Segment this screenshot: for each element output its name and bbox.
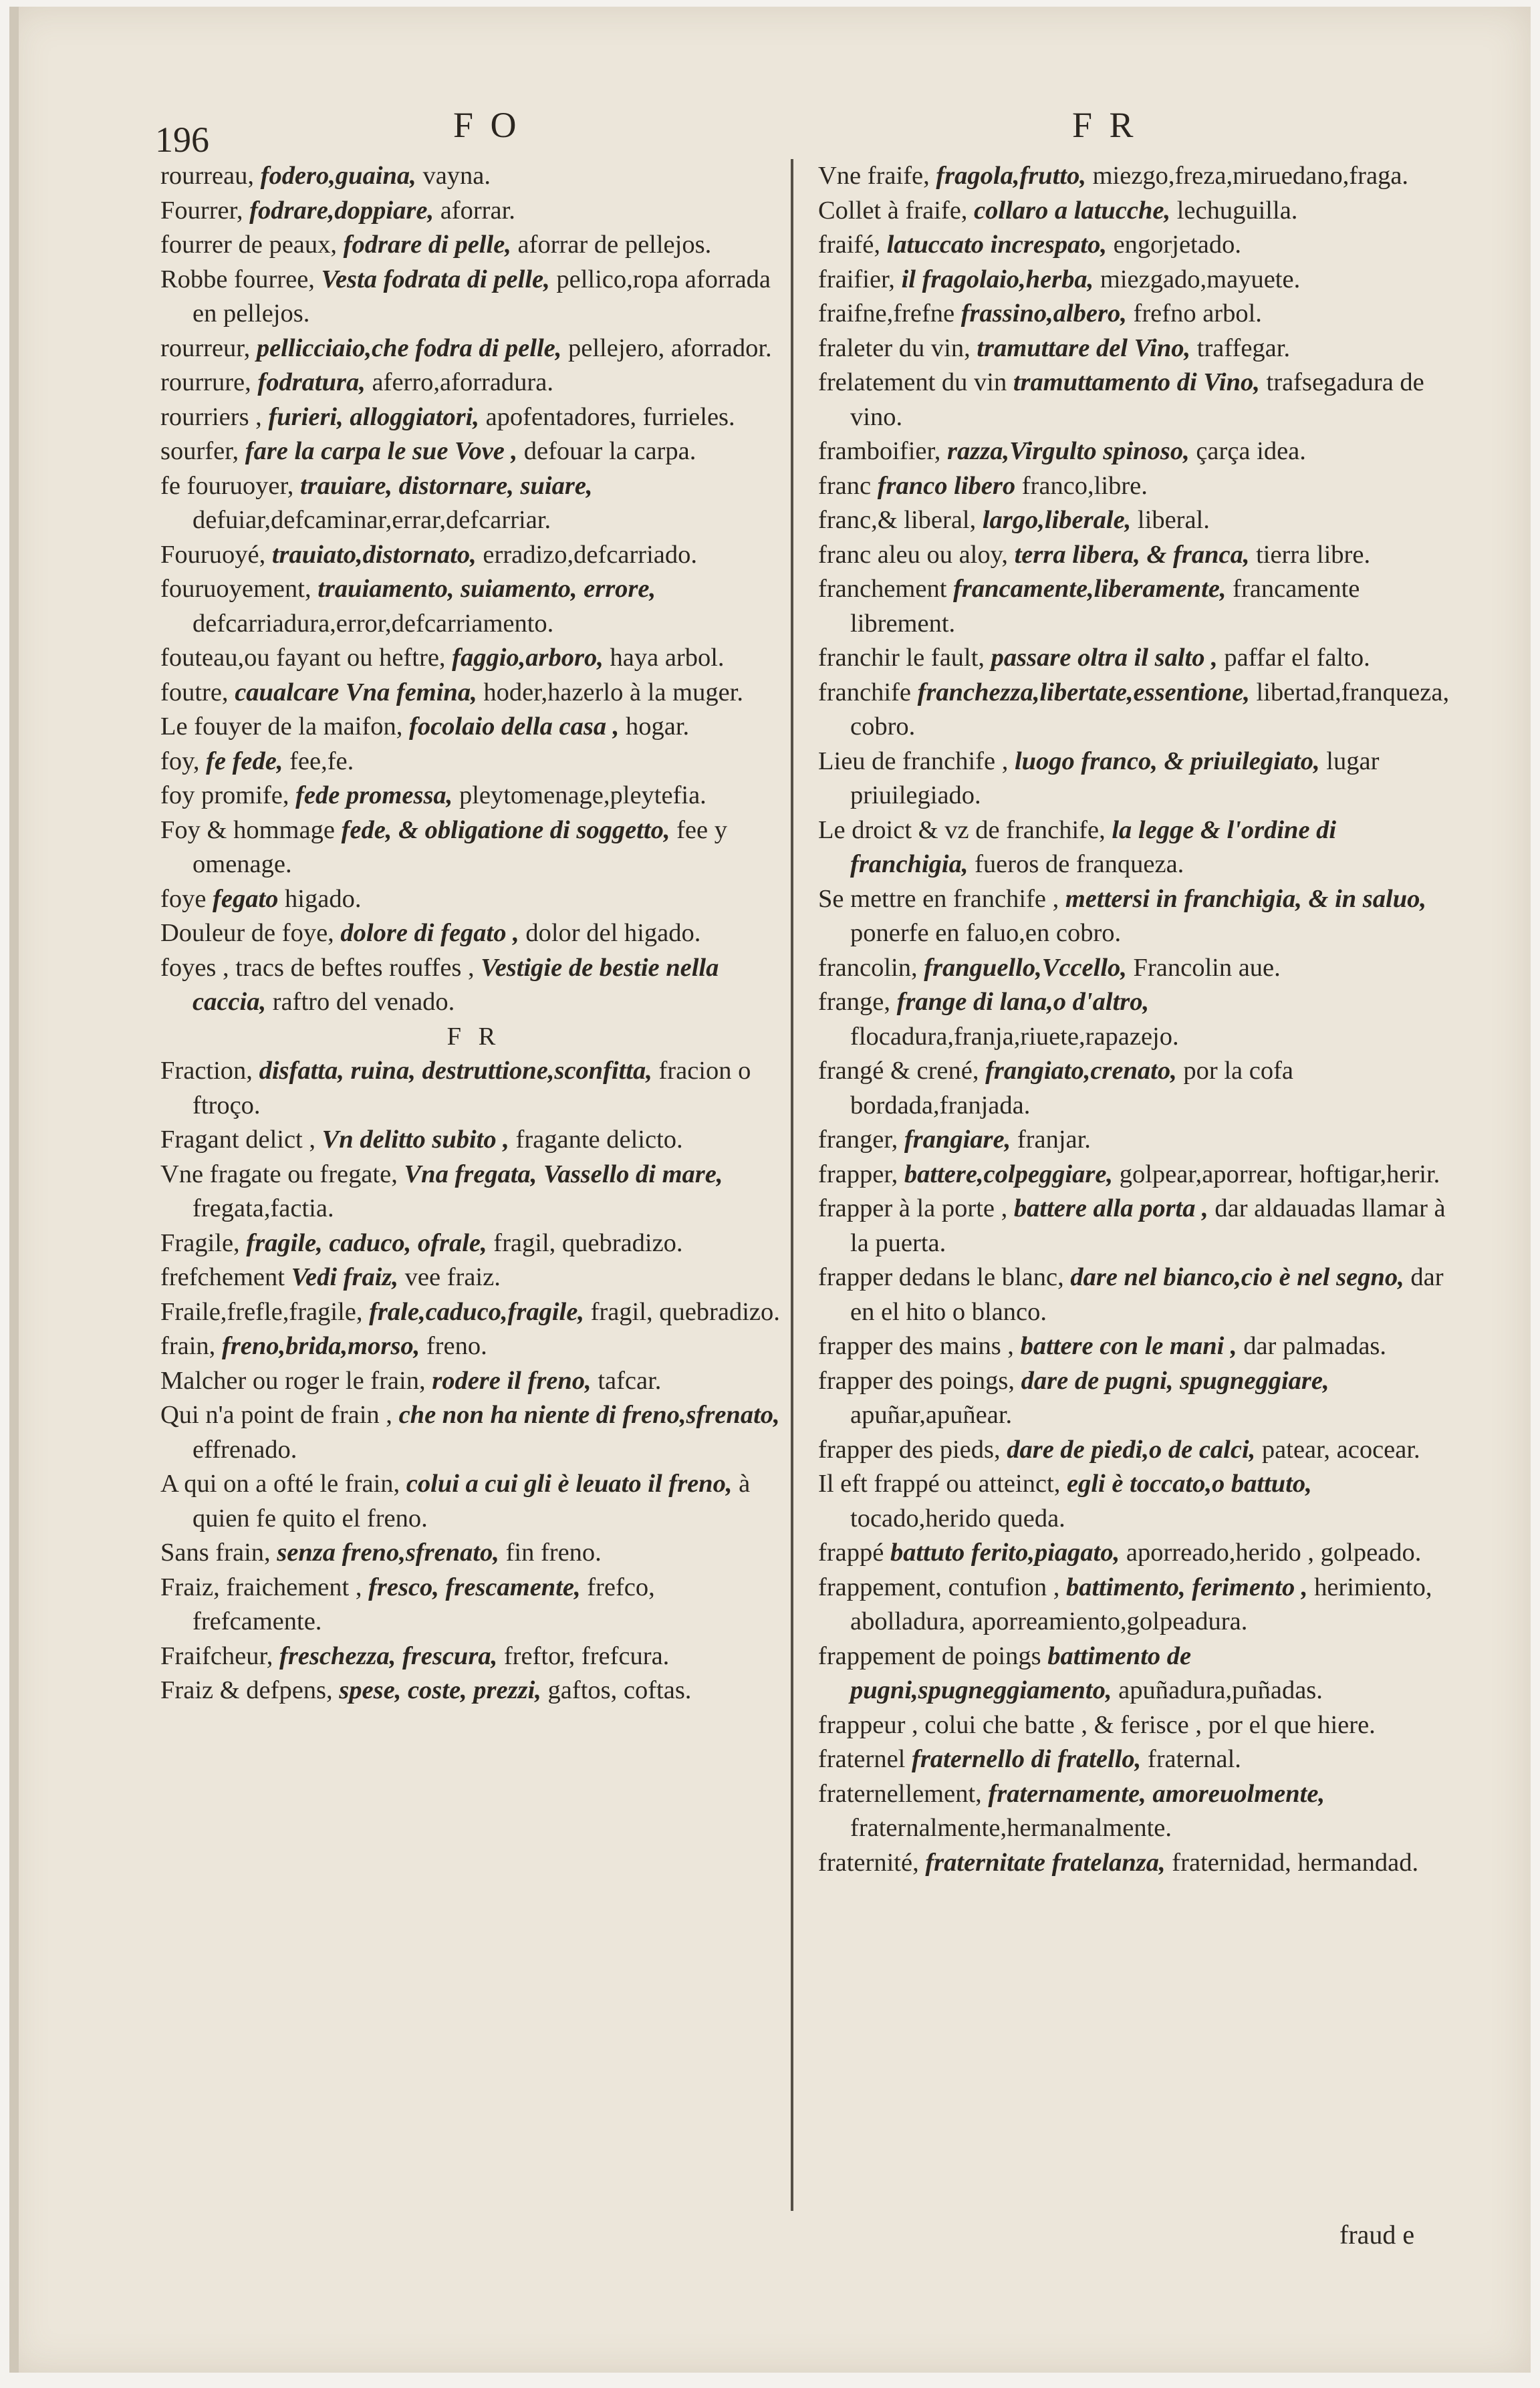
italian-gloss: fraternamente, amoreuolmente, bbox=[988, 1779, 1325, 1808]
italian-gloss: Vedi fraiz, bbox=[291, 1263, 399, 1291]
italian-gloss: fodrare di pelle, bbox=[343, 231, 511, 259]
italian-gloss: dare de piedi,o de calci, bbox=[1007, 1435, 1256, 1464]
headword: Foy & hommage bbox=[160, 815, 335, 844]
headword: A qui on a ofté le frain, bbox=[160, 1470, 400, 1498]
headword: frangé & crené, bbox=[818, 1057, 979, 1085]
headword: Lieu de franchife , bbox=[818, 747, 1009, 775]
dictionary-entry bbox=[160, 1158, 787, 1226]
dictionary-entry bbox=[160, 1329, 787, 1364]
dictionary-entry bbox=[818, 1777, 1457, 1846]
italian-gloss: dolore di fegato , bbox=[340, 919, 519, 947]
spanish-gloss: engorjetado. bbox=[1113, 231, 1241, 259]
headword: frapper des mains , bbox=[818, 1332, 1014, 1360]
spanish-gloss: francamente librement. bbox=[850, 575, 1360, 638]
dictionary-entry bbox=[818, 1571, 1457, 1639]
headword: rourreau, bbox=[160, 162, 255, 190]
headword: fe fouruoyer, bbox=[160, 471, 294, 500]
dictionary-entry bbox=[818, 676, 1457, 745]
italian-gloss: fodero,guaina, bbox=[260, 162, 416, 190]
headword: fraternité, bbox=[818, 1848, 919, 1877]
dictionary-entry bbox=[160, 159, 787, 194]
spanish-gloss: tafcar. bbox=[598, 1366, 662, 1395]
italian-gloss: trauiamento, suiamento, errore, bbox=[317, 575, 656, 603]
headword: franc,& liberal, bbox=[818, 506, 977, 534]
spanish-gloss: fragil, quebradizo. bbox=[590, 1297, 780, 1326]
headword: frange, bbox=[818, 988, 890, 1016]
italian-gloss: passare oltra il salto , bbox=[991, 644, 1218, 672]
headword: rourriers , bbox=[160, 402, 262, 431]
spanish-gloss: fueros de franqueza. bbox=[975, 850, 1184, 878]
headword: Collet à fraife, bbox=[818, 196, 968, 225]
spanish-gloss: miezgado,mayuete. bbox=[1100, 265, 1301, 293]
dictionary-entry bbox=[818, 1192, 1457, 1261]
dictionary-entry bbox=[160, 710, 787, 745]
italian-gloss: frangiare, bbox=[904, 1125, 1011, 1154]
spanish-gloss: aporreado,herido , golpeado. bbox=[1126, 1539, 1422, 1567]
headword: foy promife, bbox=[160, 781, 289, 809]
italian-gloss: fodrare,doppiare, bbox=[249, 196, 434, 225]
spanish-gloss: pellico,ropa aforrada en pellejos. bbox=[192, 265, 771, 327]
dictionary-entry bbox=[818, 1158, 1457, 1192]
dictionary-entry bbox=[160, 1123, 787, 1158]
spanish-gloss: defouar la carpa. bbox=[523, 437, 696, 465]
dictionary-entry bbox=[818, 1261, 1457, 1329]
headword: fraifé, bbox=[818, 231, 880, 259]
italian-gloss: Vestigie de bestie nella caccia, bbox=[192, 953, 719, 1016]
spanish-gloss: hogar. bbox=[626, 712, 690, 741]
spanish-gloss: pellejero, aforrador. bbox=[568, 334, 772, 362]
spanish-gloss: dolor del higado. bbox=[525, 919, 701, 947]
spanish-gloss: fregata,factia. bbox=[192, 1194, 334, 1222]
dictionary-entry bbox=[818, 159, 1457, 194]
headword: fraleter du vin, bbox=[818, 334, 971, 362]
spanish-gloss: apuñadura,puñadas. bbox=[1118, 1676, 1323, 1704]
spanish-gloss: vayna. bbox=[422, 162, 491, 190]
dictionary-entry bbox=[160, 1674, 787, 1708]
headword: franchife bbox=[818, 678, 911, 706]
spanish-gloss: herimiento, abolladura, aporreamiento,golpeadura. bbox=[850, 1573, 1432, 1635]
book-page bbox=[9, 7, 1531, 2373]
headword: sourfer, bbox=[160, 437, 239, 465]
headword: fraifier, bbox=[818, 265, 895, 293]
headword: Malcher ou roger le frain, bbox=[160, 1366, 426, 1395]
dictionary-entry bbox=[818, 434, 1457, 469]
spanish-gloss: aforrar. bbox=[440, 196, 515, 225]
dictionary-entry bbox=[818, 641, 1457, 676]
dictionary-entry bbox=[160, 1571, 787, 1639]
dictionary-entry bbox=[818, 1364, 1457, 1433]
spanish-gloss: aferro,aforradura. bbox=[372, 368, 553, 396]
italian-gloss: fede, & obligatione di soggetto, bbox=[341, 815, 670, 844]
dictionary-entry bbox=[818, 1536, 1457, 1571]
headword: frapper, bbox=[818, 1160, 898, 1188]
dictionary-entry bbox=[818, 263, 1457, 297]
italian-gloss: frassino,albero, bbox=[960, 299, 1127, 327]
italian-gloss: fare la carpa le sue Vove , bbox=[245, 437, 518, 465]
spanish-gloss: lugar priuilegiado. bbox=[850, 747, 1380, 809]
italian-gloss: che non ha niente di freno,sfrenato, bbox=[398, 1401, 780, 1429]
headword: Il eft frappé ou atteinct, bbox=[818, 1470, 1061, 1498]
dictionary-entry bbox=[160, 469, 787, 538]
spanish-gloss: fraternidad, hermandad. bbox=[1172, 1848, 1419, 1877]
spanish-gloss: haya arbol. bbox=[610, 644, 725, 672]
italian-gloss: pellicciaio,che fodra di pelle, bbox=[256, 334, 562, 362]
dictionary-entry bbox=[818, 745, 1457, 813]
dictionary-entry bbox=[160, 916, 787, 951]
headword: frappeur , colui che batte , & ferisce , bbox=[818, 1710, 1202, 1739]
dictionary-entry bbox=[160, 572, 787, 641]
dictionary-entry bbox=[818, 194, 1457, 229]
italian-gloss: fraternello di fratello, bbox=[912, 1745, 1142, 1773]
spanish-gloss: freno. bbox=[426, 1332, 487, 1360]
italian-gloss: freschezza, frescura, bbox=[279, 1641, 498, 1670]
headword: Fraction, bbox=[160, 1057, 253, 1085]
italian-gloss: tramuttare del Vino, bbox=[977, 334, 1191, 362]
dictionary-entry bbox=[818, 538, 1457, 573]
italian-gloss: dare de pugni, spugneggiare, bbox=[1021, 1366, 1329, 1395]
italian-gloss: largo,liberale, bbox=[982, 506, 1132, 534]
italian-gloss: tramuttamento di Vino, bbox=[1013, 368, 1260, 396]
dictionary-entry bbox=[160, 228, 787, 263]
italian-gloss: furieri, alloggiatori, bbox=[268, 402, 479, 431]
spanish-gloss: çarça idea. bbox=[1196, 437, 1306, 465]
spanish-gloss: tocado,herido queda. bbox=[850, 1504, 1065, 1533]
italian-gloss: fegato bbox=[213, 884, 279, 913]
italian-gloss: battuto ferito,piagato, bbox=[890, 1539, 1120, 1567]
headword: frefchement bbox=[160, 1263, 285, 1291]
spanish-gloss: fee,fe. bbox=[289, 747, 354, 775]
italian-gloss: trauiare, distornare, suiare, bbox=[300, 471, 593, 500]
dictionary-entry bbox=[160, 951, 787, 1020]
dictionary-entry bbox=[818, 813, 1457, 882]
headword: francolin, bbox=[818, 953, 918, 982]
italian-gloss: Vesta fodrata di pelle, bbox=[321, 265, 550, 293]
right-column bbox=[818, 159, 1457, 1880]
dictionary-entry bbox=[818, 1123, 1457, 1158]
italian-gloss: dare nel bianco,cio è nel segno, bbox=[1070, 1263, 1404, 1291]
spanish-gloss: dar en el hito o blanco. bbox=[850, 1263, 1444, 1326]
italian-gloss: fodratura, bbox=[257, 368, 366, 396]
italian-gloss: francamente,liberamente, bbox=[953, 575, 1227, 603]
headword: frappement, contufion , bbox=[818, 1573, 1060, 1601]
spanish-gloss: fraternal. bbox=[1147, 1745, 1241, 1773]
headword: Fraile,frefle,fragile, bbox=[160, 1297, 363, 1326]
spanish-gloss: miezgo,freza,miruedano,fraga. bbox=[1092, 162, 1409, 190]
spanish-gloss: franco,libre. bbox=[1021, 471, 1148, 500]
dictionary-entry bbox=[160, 1639, 787, 1674]
italian-gloss: collaro a latucche, bbox=[974, 196, 1171, 225]
page-edge bbox=[9, 7, 19, 2373]
dictionary-entry bbox=[818, 1639, 1457, 1708]
spanish-gloss: fragil, quebradizo. bbox=[493, 1228, 683, 1257]
dictionary-entry bbox=[160, 813, 787, 882]
left-running-head: F O bbox=[453, 105, 521, 145]
headword: Fouruoyé, bbox=[160, 540, 266, 569]
dictionary-entry bbox=[818, 1846, 1457, 1881]
italian-gloss: franco libero bbox=[877, 471, 1016, 500]
spanish-gloss: dar aldauadas llamar à la puerta. bbox=[850, 1194, 1446, 1257]
headword: framboifier, bbox=[818, 437, 941, 465]
spanish-gloss: franjar. bbox=[1017, 1125, 1091, 1154]
dictionary-entry bbox=[160, 1054, 787, 1123]
italian-gloss: mettersi in franchigia, & in saluo, bbox=[1065, 884, 1427, 913]
headword: fourrer de peaux, bbox=[160, 231, 338, 259]
headword: Vne fragate ou fregate, bbox=[160, 1160, 398, 1188]
headword: Fraiz, fraichement , bbox=[160, 1573, 362, 1601]
spanish-gloss: apuñar,apuñear. bbox=[850, 1401, 1013, 1429]
headword: Robbe fourree, bbox=[160, 265, 315, 293]
italian-gloss: franguello,Vccello, bbox=[924, 953, 1127, 982]
dictionary-entry bbox=[160, 779, 787, 813]
dictionary-entry bbox=[160, 538, 787, 573]
headword: frapper des pieds, bbox=[818, 1435, 1001, 1464]
dictionary-entry bbox=[160, 882, 787, 917]
italian-gloss: spese, coste, prezzi, bbox=[339, 1676, 541, 1704]
headword: foutre, bbox=[160, 678, 229, 706]
spanish-gloss: fee y omenage. bbox=[192, 815, 727, 878]
spanish-gloss: paffar el falto. bbox=[1224, 644, 1370, 672]
catchword: fraud e bbox=[1339, 2220, 1415, 2250]
dictionary-entry bbox=[160, 676, 787, 710]
spanish-gloss: vee fraiz. bbox=[404, 1263, 501, 1291]
headword: Se mettre en franchife , bbox=[818, 884, 1059, 913]
headword: Fraifcheur, bbox=[160, 1641, 273, 1670]
headword: rourreur, bbox=[160, 334, 251, 362]
headword: frapper dedans le blanc, bbox=[818, 1263, 1064, 1291]
dictionary-entry bbox=[818, 1329, 1457, 1364]
italian-gloss: battere alla porta , bbox=[1013, 1194, 1208, 1222]
headword: fouteau,ou fayant ou heftre, bbox=[160, 644, 446, 672]
italian-gloss: frangiato,crenato, bbox=[985, 1057, 1177, 1085]
headword: fraternellement, bbox=[818, 1779, 982, 1808]
dictionary-entry bbox=[160, 1536, 787, 1571]
italian-gloss: trauiato,distornato, bbox=[271, 540, 477, 569]
dictionary-entry bbox=[160, 366, 787, 400]
dictionary-entry bbox=[818, 297, 1457, 331]
dictionary-entry bbox=[818, 1742, 1457, 1777]
spanish-gloss: traffegar. bbox=[1196, 334, 1291, 362]
spanish-gloss: flocadura,franja,riuete,rapazejo. bbox=[850, 1022, 1179, 1051]
headword: frappé bbox=[818, 1539, 884, 1567]
headword: frappement de poings bbox=[818, 1641, 1041, 1670]
italian-gloss: rodere il freno, bbox=[432, 1366, 592, 1395]
spanish-gloss: patear, acocear. bbox=[1261, 1435, 1420, 1464]
headword: frapper des poings, bbox=[818, 1366, 1015, 1395]
spanish-gloss: por la cofa bordada,franjada. bbox=[850, 1057, 1293, 1119]
dictionary-entry bbox=[160, 434, 787, 469]
headword: Fragile, bbox=[160, 1228, 240, 1257]
dictionary-entry bbox=[818, 331, 1457, 366]
spanish-gloss: higado. bbox=[285, 884, 362, 913]
dictionary-entry bbox=[818, 503, 1457, 538]
headword: foy, bbox=[160, 747, 200, 775]
spanish-gloss: libertad,franqueza, cobro. bbox=[850, 678, 1450, 741]
italian-gloss: franchezza,libertate,essentione, bbox=[917, 678, 1250, 706]
dictionary-entry bbox=[818, 1467, 1457, 1536]
dictionary-entry bbox=[160, 1295, 787, 1330]
spanish-gloss: fraternalmente,hermanalmente. bbox=[850, 1814, 1172, 1842]
dictionary-entry bbox=[160, 1398, 787, 1467]
spanish-gloss: frefco, frefcamente. bbox=[192, 1573, 655, 1635]
spanish-gloss: erradizo,defcarriado. bbox=[483, 540, 698, 569]
dictionary-entry bbox=[160, 1261, 787, 1295]
headword: Le droict & vz de franchife, bbox=[818, 815, 1106, 844]
headword: rourrure, bbox=[160, 368, 251, 396]
spanish-gloss: fin freno. bbox=[505, 1539, 602, 1567]
headword: franc aleu ou aloy, bbox=[818, 540, 1008, 569]
dictionary-entry bbox=[818, 366, 1457, 434]
italian-gloss: frale,caduco,fragile, bbox=[369, 1297, 584, 1326]
headword: Sans frain, bbox=[160, 1539, 271, 1567]
italian-gloss: terra libera, & franca, bbox=[1014, 540, 1250, 569]
headword: Douleur de foye, bbox=[160, 919, 334, 947]
spanish-gloss: liberal. bbox=[1137, 506, 1210, 534]
italian-gloss: il fragolaio,herba, bbox=[901, 265, 1094, 293]
italian-gloss: luogo franco, & priuilegiato, bbox=[1014, 747, 1320, 775]
dictionary-entry bbox=[818, 469, 1457, 504]
spanish-gloss: effrenado. bbox=[192, 1435, 297, 1464]
spanish-gloss: fragante delicto. bbox=[515, 1125, 683, 1154]
italian-gloss: disfatta, ruina, destruttione,sconfitta, bbox=[259, 1057, 652, 1085]
headword: fraifne,frefne bbox=[818, 299, 955, 327]
headword: foyes , tracs de beftes rouffes , bbox=[160, 953, 475, 982]
left-column bbox=[160, 159, 787, 1708]
dictionary-entry bbox=[818, 1054, 1457, 1123]
headword: franc bbox=[818, 471, 872, 500]
dictionary-entry bbox=[818, 882, 1457, 951]
dictionary-entry bbox=[160, 641, 787, 676]
headword: frapper à la porte , bbox=[818, 1194, 1008, 1222]
spanish-gloss: apofentadores, furrieles. bbox=[485, 402, 735, 431]
italian-gloss: faggio,arboro, bbox=[452, 644, 604, 672]
spanish-gloss: aforrar de pellejos. bbox=[517, 231, 712, 259]
page-number: 196 bbox=[155, 120, 209, 160]
dictionary-entry bbox=[818, 985, 1457, 1054]
spanish-gloss: raftro del venado. bbox=[272, 988, 455, 1016]
dictionary-entry bbox=[818, 1433, 1457, 1468]
spanish-gloss: lechuguilla. bbox=[1176, 196, 1298, 225]
spanish-gloss: à quien fe quito el freno. bbox=[192, 1470, 751, 1533]
headword: franger, bbox=[818, 1125, 898, 1154]
italian-gloss: senza freno,sfrenato, bbox=[277, 1539, 499, 1567]
headword: Le fouyer de la maifon, bbox=[160, 712, 403, 741]
spanish-gloss: frefno arbol. bbox=[1133, 299, 1262, 327]
italian-gloss: battere,colpeggiare, bbox=[904, 1160, 1114, 1188]
italian-gloss: battimento de pugni,spugneggiamento, bbox=[850, 1641, 1192, 1704]
italian-gloss: battimento, ferimento , bbox=[1065, 1573, 1308, 1601]
italian-gloss: Vn delitto subito , bbox=[322, 1125, 509, 1154]
dictionary-entry bbox=[160, 1226, 787, 1261]
section-heading: F R bbox=[446, 1022, 501, 1051]
column-rule bbox=[791, 159, 793, 2211]
dictionary-entry bbox=[818, 228, 1457, 263]
italian-gloss: latuccato increspato, bbox=[886, 231, 1107, 259]
dictionary-entry bbox=[160, 263, 787, 331]
italian-gloss: caualcare Vna femina, bbox=[235, 678, 477, 706]
spanish-gloss: defuiar,defcaminar,errar,defcarriar. bbox=[192, 506, 551, 534]
right-running-head: F R bbox=[1072, 105, 1138, 145]
headword: frelatement du vin bbox=[818, 368, 1007, 396]
headword: Fourrer, bbox=[160, 196, 243, 225]
italian-gloss: fragola,frutto, bbox=[936, 162, 1086, 190]
italian-gloss: frange di lana,o d'altro, bbox=[896, 988, 1150, 1016]
spanish-gloss: tierra libre. bbox=[1256, 540, 1371, 569]
dictionary-entry bbox=[160, 1364, 787, 1399]
italian-gloss: razza,Virgulto spinoso, bbox=[947, 437, 1190, 465]
spanish-gloss: dar palmadas. bbox=[1243, 1332, 1387, 1360]
dictionary-entry bbox=[818, 572, 1457, 641]
headword: Qui n'a point de frain , bbox=[160, 1401, 392, 1429]
headword: Fraiz & defpens, bbox=[160, 1676, 333, 1704]
headword: frain, bbox=[160, 1332, 216, 1360]
spanish-gloss: gaftos, coftas. bbox=[547, 1676, 692, 1704]
italian-gloss: Vna fregata, Vassello di mare, bbox=[404, 1160, 723, 1188]
spanish-gloss: Francolin aue. bbox=[1133, 953, 1281, 982]
dictionary-entry bbox=[818, 951, 1457, 986]
dictionary-entry bbox=[818, 1708, 1457, 1743]
headword: foye bbox=[160, 884, 207, 913]
spanish-gloss: por el que hiere. bbox=[1208, 1710, 1376, 1739]
dictionary-entry bbox=[160, 400, 787, 435]
headword: Fragant delict , bbox=[160, 1125, 315, 1154]
spanish-gloss: golpear,aporrear, hoftigar,herir. bbox=[1119, 1160, 1440, 1188]
italian-gloss: focolaio della casa , bbox=[409, 712, 620, 741]
dictionary-entry bbox=[160, 331, 787, 366]
dictionary-entry bbox=[160, 1467, 787, 1536]
italian-gloss: fresco, frescamente, bbox=[368, 1573, 581, 1601]
italian-gloss: colui a cui gli è leuato il freno, bbox=[406, 1470, 733, 1498]
dictionary-entry bbox=[160, 745, 787, 779]
spanish-gloss: defcarriadura,error,defcarriamento. bbox=[192, 609, 554, 638]
headword: fouruoyement, bbox=[160, 575, 311, 603]
spanish-gloss: pleytomenage,pleytefia. bbox=[459, 781, 707, 809]
italian-gloss: egli è toccato,o battuto, bbox=[1067, 1470, 1312, 1498]
spanish-gloss: fracion o ftroço. bbox=[192, 1057, 751, 1119]
italian-gloss: battere con le mani , bbox=[1020, 1332, 1237, 1360]
headword: Vne fraife, bbox=[818, 162, 930, 190]
headword: fraternel bbox=[818, 1745, 906, 1773]
italian-gloss: fe fede, bbox=[206, 747, 283, 775]
spanish-gloss: hoder,hazerlo à la muger. bbox=[483, 678, 743, 706]
italian-gloss: fraternitate fratelanza, bbox=[925, 1848, 1166, 1877]
italian-gloss: fede promessa, bbox=[295, 781, 453, 809]
italian-gloss: la legge & l'ordine di franchigia, bbox=[850, 815, 1337, 878]
italian-gloss: fragile, caduco, ofrale, bbox=[246, 1228, 487, 1257]
headword: franchir le fault, bbox=[818, 644, 985, 672]
italian-gloss: freno,brida,morso, bbox=[221, 1332, 420, 1360]
dictionary-entry bbox=[160, 194, 787, 229]
spanish-gloss: ponerfe en faluo,en cobro. bbox=[850, 919, 1122, 947]
spanish-gloss: trafsegadura de vino. bbox=[850, 368, 1424, 431]
spanish-gloss: freftor, frefcura. bbox=[503, 1641, 670, 1670]
headword: franchement bbox=[818, 575, 947, 603]
